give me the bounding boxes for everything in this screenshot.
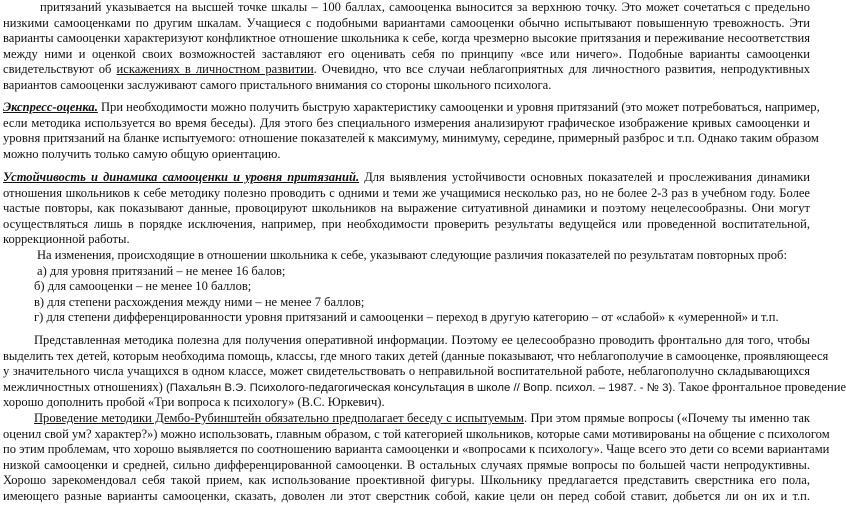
text-line: низкими самооценками по другим шкалам. Учащиеся с подобными вариантами самооценки обычно испытывают повышенную тревожность. Эти xyxy=(3,15,810,30)
list-item: б) для самооценки – не менее 10 баллов; xyxy=(34,279,252,294)
list-item: а) для уровня притязаний – не менее 16 балов; xyxy=(37,263,286,278)
underlined-phrase: искажениях в личностном развитии xyxy=(116,62,314,77)
text-line: низкой самооценки и средней, сильно дифференцированной самооценки. В остальных случаях прямые вопросы по большей части непродуктивны. xyxy=(3,457,810,472)
text-line: выделить тех детей, которым необходима помощь, классы, где много таких детей (данные показывают, что неблагополучие в самооценке, проявляющееся xyxy=(3,348,829,363)
text-line: притязаний указывается на высшей точке шкалы – 100 баллах, самооценка выносится за верхнюю точку. Это может сочетаться с предельно xyxy=(40,0,810,14)
text-line: Хорошо зарекомендовал себя такой прием, как использование проективной фигуры. Школьнику предлагается представить сверстника его пола, xyxy=(3,473,810,488)
text-line: отношения школьников к себе методику полезно проводить с одними и теми же учащимися несколько раз, но не более 2-3 раз в учебном году. Более xyxy=(3,185,810,200)
text-line: по этим проблемам, что хорошо выявляется по соотношению варианта самооценки и «вопросами к психологу». Чаще всего это дети со всеми вариантами xyxy=(3,442,830,457)
text-line: Устойчивость и динамика самооценки и уровня притязаний. Для выявления устойчивости основных показателей и прослеживания динамики xyxy=(3,170,810,184)
text-line: Экспресс-оценка. При необходимости можно получить быструю характеристику самооценки и уровня притязаний (это может потребоваться, например, xyxy=(3,100,820,114)
text-line: оценил свой ум? характер?») можно использовать, главным образом, с той категорией школьников, которые сами мотивированы на общение с психологом xyxy=(3,426,830,441)
text-line: свидетельствуют об искажениях в личностном развитии. Очевидно, что все случаи неблагоприятных для личностного развития, непродуктивных xyxy=(3,62,810,77)
text-line: варианты самооценки характеризуют конфликтное отношение школьника к себе, когда чрезмерно высокие притязания и переживание несоответствия xyxy=(3,31,810,46)
text-line: На изменения, происходящие в отношении школьника к себе, указывают следующие различия показателей по результатам повторных проб: xyxy=(37,248,787,262)
underlined-phrase: Проведение методики Дембо-Рубинштейн обязательно предполагает беседу с испытуемым xyxy=(34,411,524,425)
text-line: имеющего разные варианты самооценки, сказать, доволен ли этот сверстник собой, какие цели он перед собой ставит, добьется ли он их и т.п. xyxy=(3,489,810,503)
text-line: осуществляться лишь в порядке исключения, например, при необходимости проверить результаты ведущейся или проведенной воспитательной, xyxy=(3,216,810,231)
citation: (Пахальян В.Э. Психолого-педагогическая консультация в школе // Вопр. психол. – 1987. - № 3). xyxy=(165,381,676,394)
list-item: г) для степени дифференцированности уровня притязаний и самооценки – переход в другую категорию – от «слабой» к «умеренной» и т.п. xyxy=(34,310,779,325)
text-line: между ними и оценкой своих возможностей заставляют его оценивать себя по принципу «все или ничего». Подобные варианты самооценки xyxy=(3,46,810,61)
text-line: уровня притязаний на бланке испытуемого: отношение показателей к максимуму, минимуму, середине, примерный разброс и т.п. Однако таким образом xyxy=(3,131,819,146)
text-line: коррекционной работы. xyxy=(3,232,130,247)
text-line: Проведение методики Дембо-Рубинштейн обязательно предполагает беседу с испытуемым. При этом прямые вопросы («Почему ты именно так xyxy=(34,411,810,425)
text-line: Представленная методика полезна для получения оперативной информации. Поэтому ее целесообразно проводить фронтально для того, чтобы xyxy=(34,333,810,347)
text-line: вариантов самооценки заслуживают самого пристального внимания со стороны школьного психолога. xyxy=(3,78,552,92)
text-line: можно получить только самую общую ориентацию. xyxy=(3,146,281,161)
text-line: у значительного числа учащихся в одном классе, может свидетельствовать о неправильной воспитательной работе, неблагополучно складывающихся xyxy=(3,364,810,379)
text-line: хорошо дополнить пробой «Три вопроса к психологу» (В.С. Юркевич). xyxy=(3,395,385,410)
list-item: в) для степени расхождения между ними – не менее 7 баллов; xyxy=(34,294,365,309)
text-line: частые повторы, как показывают данные, провоцируют школьников на выражение ситуативной динамики и поэтому нецелесообразны. Они могут xyxy=(3,201,810,216)
section-heading-express: Экспресс-оценка. xyxy=(3,100,98,114)
text-line: если методика используется во время беседы). Для этого без специального измерения анализируют графическое изображение кривых самооценки и xyxy=(3,115,810,130)
text-line: межличностных отношениях) (Пахальян В.Э. Психолого-педагогическая консультация в школе // Вопр. психол. – 1987. - № 3). Такое фронтальное проведение xyxy=(3,379,846,394)
section-heading-stability: Устойчивость и динамика самооценки и уровня притязаний. xyxy=(3,170,360,184)
